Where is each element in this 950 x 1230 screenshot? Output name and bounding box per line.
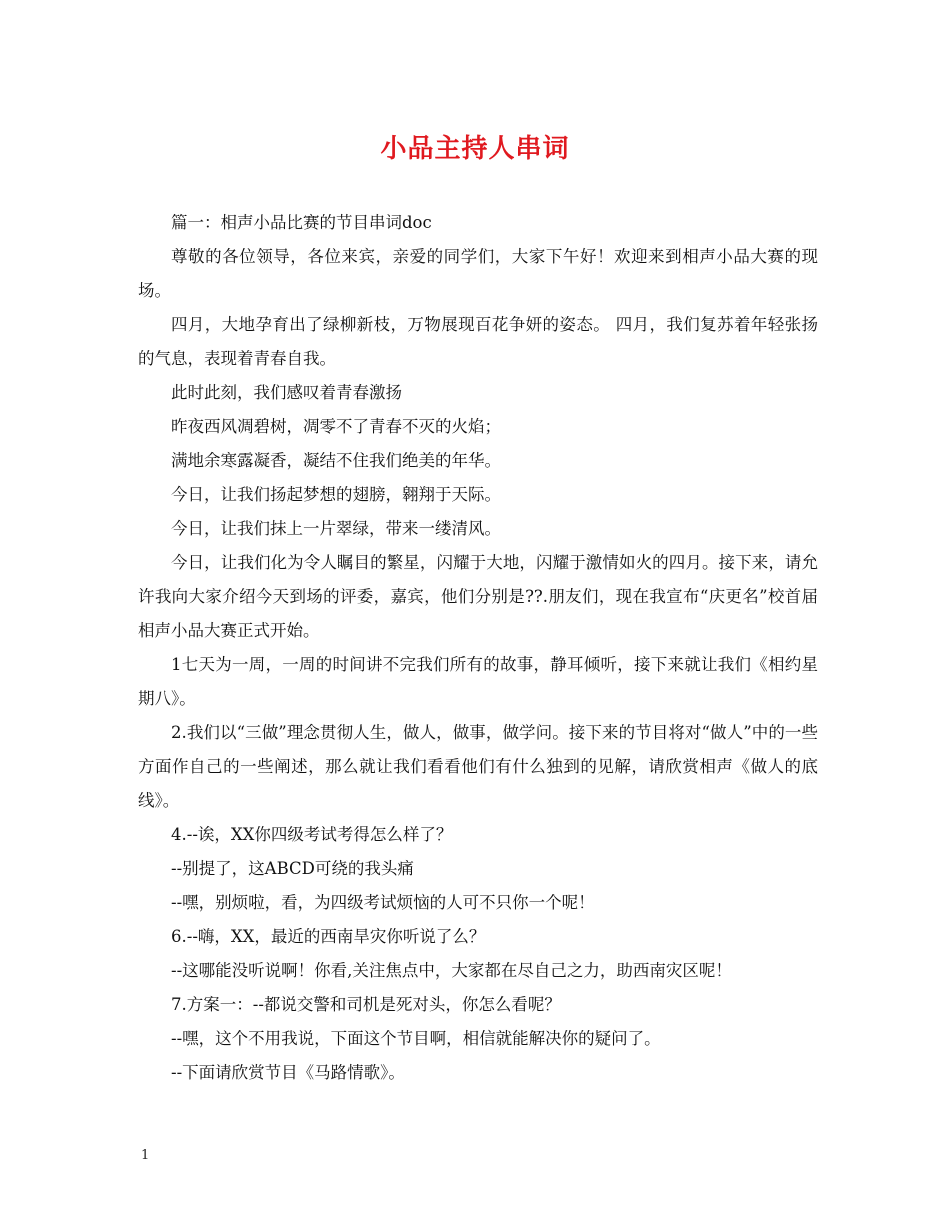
paragraph: --嘿，这个不用我说，下面这个节目啊，相信就能解决你的疑问了。: [171, 1029, 661, 1048]
paragraph: 今日，让我们化为令人瞩目的繁星，闪耀于大地，闪耀于激情如火的四月。接下来，请允许我向大家介绍今天到场的评委，嘉宾，他们分别是??.朋友们，现在我宣布“庆更名”校首届相声小品大赛正式开始。: [138, 553, 818, 640]
paragraph: 四月，大地孕育出了绿柳新枝，万物展现百花争妍的姿态。 四月，我们复苏着年轻张扬的气息，表现着青春自我。: [138, 315, 818, 368]
paragraph: 篇一：相声小品比赛的节目串词doc: [171, 213, 432, 232]
paragraph: 满地余寒露凝香，凝结不住我们绝美的年华。: [171, 451, 501, 470]
paragraph: 今日，让我们扬起梦想的翅膀，翱翔于天际。: [171, 485, 501, 504]
paragraph: --下面请欣赏节目《马路情歌》。: [171, 1063, 405, 1082]
paragraph: 4.--诶，XX你四级考试考得怎么样了？: [171, 825, 453, 844]
document-title: 小品主持人串词: [380, 134, 570, 164]
paragraph: 此时此刻，我们感叹着青春激扬: [171, 383, 402, 402]
page-number: 1: [141, 1148, 150, 1163]
paragraph: 1七天为一周，一周的时间讲不完我们所有的故事，静耳倾听，接下来就让我们《相约星期八》。: [138, 655, 818, 708]
paragraph: 2.我们以“三做”理念贯彻人生，做人，做事，做学问。接下来的节目将对“做人”中的一些方面作自己的一些阐述，那么就让我们看看他们有什么独到的见解，请欣赏相声《做人的底线》。: [138, 723, 818, 810]
paragraph: --这哪能没听说啊！你看,关注焦点中，大家都在尽自己之力，助西南灾区呢！: [171, 961, 732, 980]
paragraph: 昨夜西风凋碧树，凋零不了青春不灭的火焰；: [171, 417, 501, 436]
document-body: [138, 206, 818, 1090]
paragraph: --嘿，别烦啦，看，为四级考试烦恼的人可不只你一个呢！: [171, 893, 595, 912]
paragraph: --别提了，这ABCD可绕的我头痛: [171, 859, 414, 878]
paragraph: 7.方案一：--都说交警和司机是死对头，你怎么看呢？: [171, 995, 561, 1014]
paragraph: 尊敬的各位领导，各位来宾，亲爱的同学们，大家下午好！欢迎来到相声小品大赛的现场。: [138, 247, 818, 300]
paragraph: 今日，让我们抹上一片翠绿，带来一缕清风。: [171, 519, 501, 538]
paragraph: 6.--嗨，XX，最近的西南旱灾你听说了么？: [171, 927, 486, 946]
